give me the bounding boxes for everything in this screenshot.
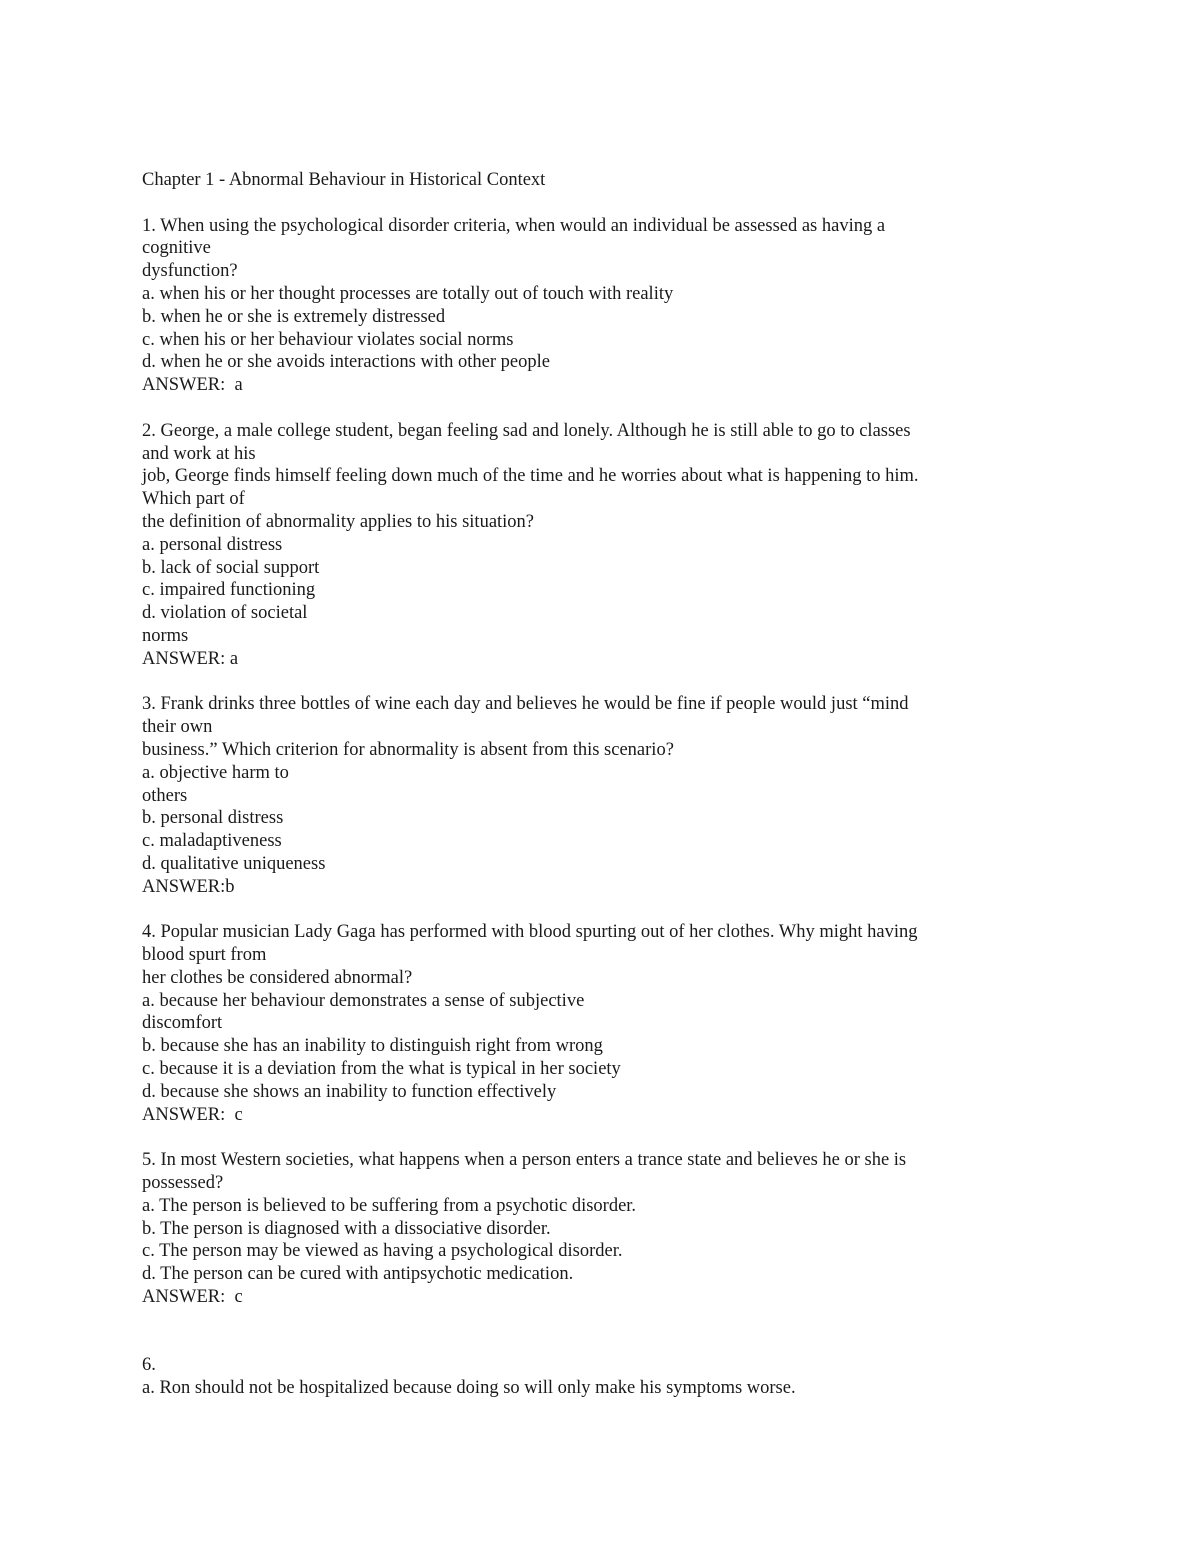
answer-key: ANSWER:b bbox=[142, 876, 235, 897]
answer-option: d. The person can be cured with antipsychotic medication. bbox=[142, 1264, 574, 1285]
answer-key: ANSWER: c bbox=[142, 1287, 243, 1308]
answer-option: discomfort bbox=[142, 1013, 223, 1034]
answer-option: a. The person is believed to be suffering from a psychotic disorder. bbox=[142, 1195, 637, 1216]
answer-option: c. impaired functioning bbox=[142, 580, 316, 601]
answer-option: b. when he or she is extremely distressed bbox=[142, 306, 446, 327]
chapter-title: Chapter 1 - Abnormal Behaviour in Historical Context bbox=[142, 170, 546, 190]
answer-key: ANSWER: a bbox=[142, 375, 243, 396]
question-3 bbox=[142, 693, 1062, 898]
answer-option: b. lack of social support bbox=[142, 557, 320, 578]
document-page bbox=[142, 169, 1062, 1400]
answer-option: d. because she shows an inability to function effectively bbox=[142, 1081, 557, 1102]
question-text-line: 1. When using the psychological disorder criteria, when would an individual be assessed as having a bbox=[142, 215, 886, 236]
question-text-line: possessed? bbox=[142, 1173, 224, 1194]
question-text-line: 5. In most Western societies, what happens when a person enters a trance state and believes he or she is bbox=[142, 1150, 907, 1171]
question-text-line: blood spurt from bbox=[142, 945, 267, 966]
answer-option: norms bbox=[142, 625, 189, 646]
answer-option: d. violation of societal bbox=[142, 603, 308, 624]
answer-option: a. when his or her thought processes are totally out of touch with reality bbox=[142, 283, 674, 304]
answer-option: d. when he or she avoids interactions with other people bbox=[142, 352, 550, 373]
question-4 bbox=[142, 921, 1062, 1126]
answer-key: ANSWER: c bbox=[142, 1104, 243, 1125]
question-2 bbox=[142, 420, 1062, 671]
question-text-line: 3. Frank drinks three bottles of wine each day and believes he would be fine if people would just “mind bbox=[142, 694, 909, 715]
question-text-line: cognitive bbox=[142, 238, 211, 259]
question-text-line: and work at his bbox=[142, 443, 256, 464]
question-5 bbox=[142, 1149, 1062, 1309]
question-text-line: the definition of abnormality applies to his situation? bbox=[142, 511, 535, 532]
question-6 bbox=[142, 1354, 1062, 1400]
question-text-line: 4. Popular musician Lady Gaga has performed with blood spurting out of her clothes. Why might having bbox=[142, 922, 918, 943]
answer-option: c. maladaptiveness bbox=[142, 831, 282, 852]
answer-option: others bbox=[142, 785, 188, 806]
answer-option: a. because her behaviour demonstrates a sense of subjective bbox=[142, 990, 585, 1011]
question-text-line: Which part of bbox=[142, 489, 245, 510]
question-text-line: business.” Which criterion for abnormality is absent from this scenario? bbox=[142, 739, 674, 760]
question-text-line: 6. bbox=[142, 1355, 156, 1376]
question-1 bbox=[142, 215, 1062, 397]
answer-key: ANSWER: a bbox=[142, 648, 239, 669]
answer-option: b. The person is diagnosed with a dissociative disorder. bbox=[142, 1218, 551, 1239]
question-text-line: job, George finds himself feeling down much of the time and he worries about what is happening to him. bbox=[142, 466, 919, 487]
question-text-line: dysfunction? bbox=[142, 261, 238, 282]
question-text-line: 2. George, a male college student, began feeling sad and lonely. Although he is still able to go to classes bbox=[142, 420, 911, 441]
answer-option: b. because she has an inability to distinguish right from wrong bbox=[142, 1036, 603, 1057]
answer-option: b. personal distress bbox=[142, 808, 284, 829]
answer-option: a. objective harm to bbox=[142, 762, 289, 783]
question-text-line: her clothes be considered abnormal? bbox=[142, 967, 413, 988]
answer-option: a. personal distress bbox=[142, 534, 283, 555]
answer-option: c. because it is a deviation from the what is typical in her society bbox=[142, 1059, 621, 1080]
answer-option: a. Ron should not be hospitalized because doing so will only make his symptoms worse. bbox=[142, 1378, 796, 1399]
question-text-line: their own bbox=[142, 717, 213, 738]
answer-option: d. qualitative uniqueness bbox=[142, 853, 326, 874]
answer-option: c. The person may be viewed as having a psychological disorder. bbox=[142, 1241, 623, 1262]
answer-option: c. when his or her behaviour violates social norms bbox=[142, 329, 514, 350]
